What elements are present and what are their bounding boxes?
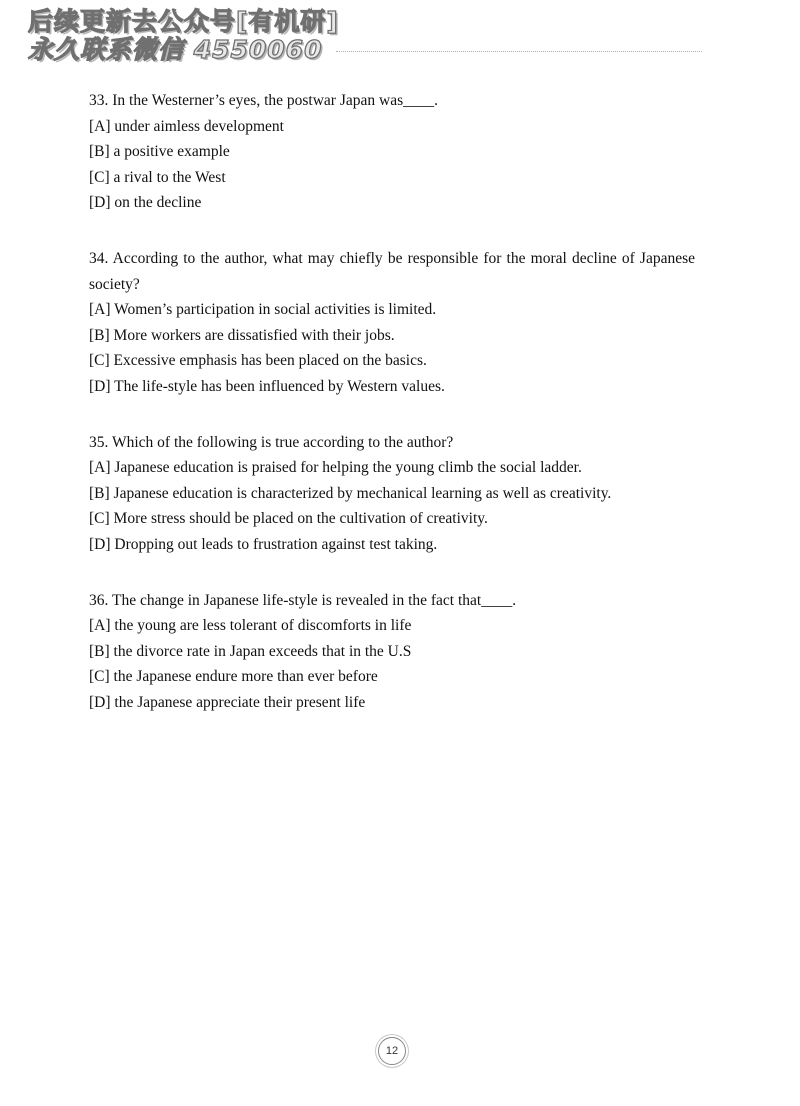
option-c: [C] Excessive emphasis has been placed on the basics. xyxy=(89,352,427,370)
page-number: 12 xyxy=(378,1037,406,1065)
question-35 xyxy=(89,430,695,558)
question-36 xyxy=(89,588,695,716)
question-stem: 36. The change in Japanese life-style is revealed in the fact that____. xyxy=(89,591,517,609)
option-d: [D] on the decline xyxy=(89,194,202,212)
question-list xyxy=(89,88,695,745)
watermark-line-2: 永久联系微信 4550060 xyxy=(28,35,323,64)
option-c: [C] the Japanese endure more than ever before xyxy=(89,668,378,686)
question-stem: 34. According to the author, what may chiefly be responsible for the moral decline of Japanese society? xyxy=(89,249,695,293)
option-c: [C] a rival to the West xyxy=(89,168,226,186)
option-a: [A] under aimless development xyxy=(89,117,284,135)
header-divider xyxy=(336,51,702,52)
option-c: [C] More stress should be placed on the cultivation of creativity. xyxy=(89,510,488,528)
option-a: [A] Women’s participation in social activities is limited. xyxy=(89,301,437,319)
watermark xyxy=(28,8,339,64)
question-33 xyxy=(89,88,695,216)
option-d: [D] the Japanese appreciate their present life xyxy=(89,693,366,711)
option-d: [D] Dropping out leads to frustration against test taking. xyxy=(89,535,438,553)
option-d: [D] The life-style has been influenced by Western values. xyxy=(89,377,445,395)
option-b: [B] the divorce rate in Japan exceeds that in the U.S xyxy=(89,642,412,660)
watermark-line-1: 后续更新去公众号[有机研] xyxy=(28,7,339,36)
option-b: [B] a positive example xyxy=(89,143,230,161)
option-a: [A] Japanese education is praised for helping the young climb the social ladder. xyxy=(89,459,582,477)
question-stem: 35. Which of the following is true according to the author? xyxy=(89,433,454,451)
option-a: [A] the young are less tolerant of discomforts in life xyxy=(89,617,412,635)
question-stem: 33. In the Westerner’s eyes, the postwar Japan was____. xyxy=(89,92,438,109)
option-b: [B] Japanese education is characterized by mechanical learning as well as creativity. xyxy=(89,484,612,502)
option-b: [B] More workers are dissatisfied with their jobs. xyxy=(89,326,395,344)
question-34 xyxy=(89,246,695,400)
